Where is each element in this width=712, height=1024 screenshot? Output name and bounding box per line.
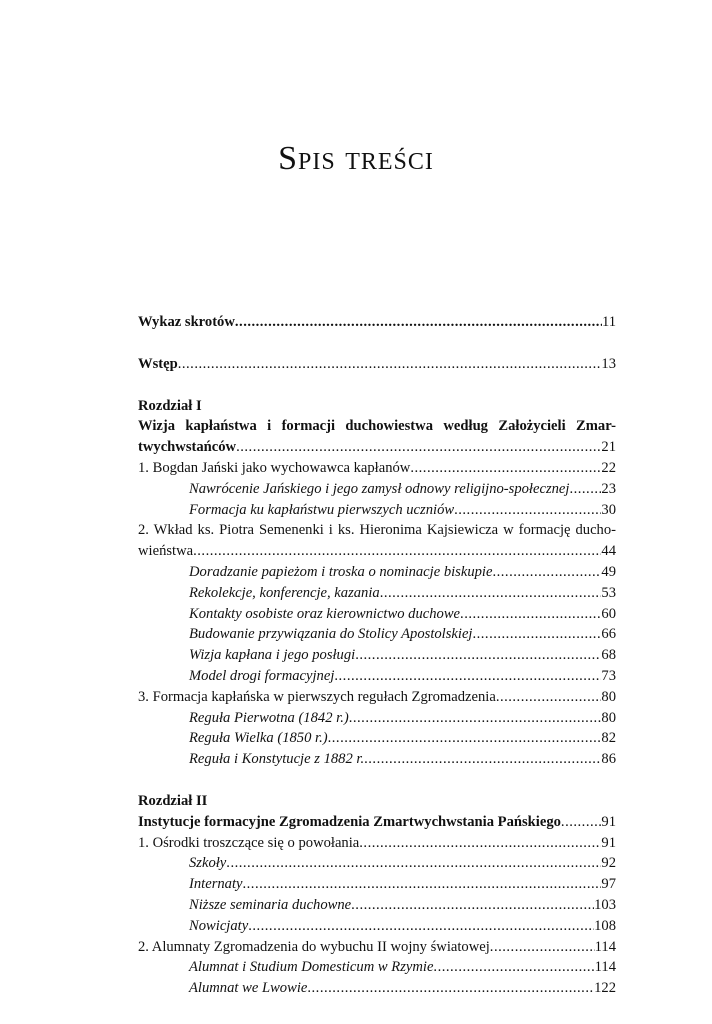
toc-entry[interactable] bbox=[138, 978, 616, 999]
leader-dots bbox=[569, 479, 601, 500]
toc-label: Wstęp bbox=[138, 355, 178, 372]
toc-label: Alumnat i Studium Domesticum w Rzymie bbox=[189, 959, 434, 976]
toc-page: 53 bbox=[601, 584, 616, 601]
leader-dots bbox=[490, 937, 595, 958]
toc-entry[interactable] bbox=[138, 624, 616, 645]
chapter-heading: Rozdział II bbox=[138, 792, 208, 809]
toc-entry[interactable] bbox=[138, 895, 616, 916]
page-title: Spis treści bbox=[278, 140, 434, 177]
toc-entry-line[interactable]: 2. Wkład ks. Piotra Semenenki i ks. Hieronima Kajsiewicza w formację ducho- bbox=[138, 522, 616, 539]
leader-dots bbox=[359, 833, 601, 854]
toc-entry[interactable] bbox=[138, 916, 616, 937]
toc-entry-r1-title[interactable] bbox=[138, 437, 616, 458]
toc-label: Szkoły bbox=[189, 855, 227, 872]
toc-label: Wizja kapłana i jego posługi bbox=[189, 647, 356, 664]
toc-page: 86 bbox=[601, 751, 616, 768]
leader-dots bbox=[472, 624, 601, 645]
toc-page: 103 bbox=[594, 896, 616, 913]
toc-page: 22 bbox=[601, 459, 616, 476]
leader-dots bbox=[193, 541, 601, 562]
toc-label: Formacja ku kapłaństwu pierwszych uczniów bbox=[189, 501, 455, 518]
chapter-title-line[interactable]: Wizja kapłaństwa i formacji duchowiestwa według Założycieli Zmar- bbox=[138, 418, 616, 435]
toc-entry[interactable] bbox=[138, 687, 616, 708]
leader-dots bbox=[433, 957, 594, 978]
toc-page: 80 bbox=[601, 709, 616, 726]
leader-dots bbox=[349, 708, 602, 729]
toc-label: Nawrócenie Jańskiego i jego zamysł odnowy religijno-społecznej bbox=[189, 480, 570, 497]
toc-page: 82 bbox=[601, 730, 616, 747]
leader-dots bbox=[226, 853, 601, 874]
toc-page: 122 bbox=[594, 980, 616, 997]
leader-dots bbox=[307, 978, 594, 999]
chapter-heading: Rozdział I bbox=[138, 397, 202, 414]
toc-entry-wykaz[interactable] bbox=[138, 312, 616, 333]
toc-entry[interactable] bbox=[138, 957, 616, 978]
leader-dots bbox=[561, 812, 601, 833]
toc-label: Wykaz skrotów bbox=[138, 314, 235, 330]
leader-dots bbox=[355, 645, 601, 666]
leader-dots bbox=[410, 458, 601, 479]
toc-page: 44 bbox=[601, 543, 616, 560]
toc-label: 1. Ośrodki troszczące się o powołania bbox=[138, 834, 360, 851]
leader-dots bbox=[380, 583, 602, 604]
toc-label: Alumnat we Lwowie bbox=[189, 980, 308, 997]
toc-label: Nowicjaty bbox=[189, 917, 249, 934]
toc-label: Instytucje formacyjne Zgromadzenia Zmartwychwstania Pańskiego bbox=[138, 813, 561, 830]
toc-page: 23 bbox=[601, 480, 616, 497]
table-of-contents bbox=[138, 312, 616, 999]
leader-dots bbox=[248, 916, 594, 937]
toc-page: 73 bbox=[601, 667, 616, 684]
toc-page: 60 bbox=[601, 605, 616, 622]
leader-dots bbox=[364, 749, 601, 770]
leader-dots bbox=[236, 437, 601, 458]
toc-entry[interactable] bbox=[138, 853, 616, 874]
toc-page: 91 bbox=[601, 834, 616, 851]
toc-entry[interactable] bbox=[138, 479, 616, 500]
toc-label: Budowanie przywiązania do Stolicy Apostolskiej bbox=[189, 626, 473, 643]
toc-entry-wstep[interactable] bbox=[138, 354, 616, 375]
toc-page: 91 bbox=[601, 813, 616, 830]
toc-entry[interactable] bbox=[138, 666, 616, 687]
toc-label: Reguła i Konstytucje z 1882 r. bbox=[189, 751, 365, 768]
leader-dots bbox=[496, 687, 602, 708]
toc-label: Model drogi formacyjnej bbox=[189, 667, 335, 684]
toc-entry[interactable] bbox=[138, 728, 616, 749]
leader-dots bbox=[454, 500, 601, 521]
toc-page: 13 bbox=[601, 355, 616, 372]
toc-entry[interactable] bbox=[138, 562, 616, 583]
toc-label: Niższe seminaria duchowne bbox=[189, 896, 352, 913]
toc-page: 66 bbox=[601, 626, 616, 643]
toc-entry[interactable] bbox=[138, 458, 616, 479]
toc-entry[interactable] bbox=[138, 708, 616, 729]
toc-entry[interactable] bbox=[138, 874, 616, 895]
toc-page: 49 bbox=[601, 563, 616, 580]
toc-page: 21 bbox=[601, 439, 616, 456]
leader-dots bbox=[178, 354, 602, 375]
toc-entry[interactable] bbox=[138, 937, 616, 958]
toc-page: 92 bbox=[601, 855, 616, 872]
leader-dots bbox=[235, 312, 602, 333]
toc-label: wieństwa bbox=[138, 543, 194, 560]
toc-label: Internaty bbox=[189, 876, 243, 893]
toc-label: Doradzanie papieżom i troska o nominacje biskupie bbox=[189, 563, 493, 580]
toc-page: 68 bbox=[601, 647, 616, 664]
toc-label: twychwstańców bbox=[138, 439, 237, 456]
leader-dots bbox=[351, 895, 594, 916]
toc-page: 114 bbox=[594, 938, 616, 955]
toc-label: Reguła Pierwotna (1842 r.) bbox=[189, 709, 349, 726]
toc-page: 108 bbox=[594, 917, 616, 934]
toc-page: 30 bbox=[601, 501, 616, 518]
toc-label: 3. Formacja kapłańska w pierwszych regułach Zgromadzenia bbox=[138, 688, 496, 705]
toc-entry[interactable] bbox=[138, 604, 616, 625]
leader-dots bbox=[243, 874, 602, 895]
toc-entry-r2-title[interactable] bbox=[138, 812, 616, 833]
toc-entry[interactable] bbox=[138, 645, 616, 666]
toc-page: 11 bbox=[601, 314, 616, 330]
toc-entry[interactable] bbox=[138, 749, 616, 770]
toc-label: Rekolekcje, konferencje, kazania bbox=[189, 584, 380, 601]
toc-label: Kontakty osobiste oraz kierownictwo duchowe bbox=[189, 605, 461, 622]
leader-dots bbox=[460, 604, 601, 625]
toc-entry[interactable] bbox=[138, 541, 616, 562]
toc-page: 114 bbox=[594, 959, 616, 976]
toc-label: Reguła Wielka (1850 r.) bbox=[189, 730, 328, 747]
leader-dots bbox=[334, 666, 601, 687]
toc-label: 2. Alumnaty Zgromadzenia do wybuchu II wojny światowej bbox=[138, 938, 490, 955]
leader-dots bbox=[328, 728, 602, 749]
toc-page: 97 bbox=[601, 876, 616, 893]
toc-entry[interactable] bbox=[138, 583, 616, 604]
toc-entry[interactable] bbox=[138, 833, 616, 854]
toc-page: 80 bbox=[601, 688, 616, 705]
toc-entry[interactable] bbox=[138, 500, 616, 521]
leader-dots bbox=[492, 562, 601, 583]
toc-label: 1. Bogdan Jański jako wychowawca kapłanów bbox=[138, 459, 411, 476]
